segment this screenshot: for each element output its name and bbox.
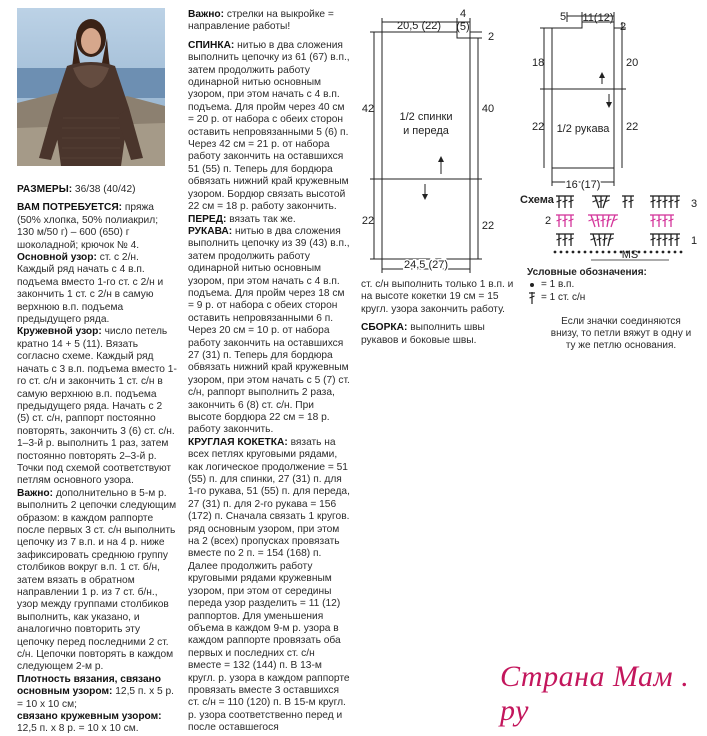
paragraph-heading: Важно:: [17, 487, 54, 499]
dc-symbol: [556, 234, 562, 246]
chain-dot: [668, 251, 671, 254]
sleeve-left-lower: 22: [532, 121, 545, 133]
text-column-3: [361, 279, 521, 347]
chain-dot: [572, 251, 575, 254]
dc-symbol: [662, 215, 668, 227]
paragraph-text: дополнительно в 5-м р. выполнить 2 цепочки следующим образом: в каждом раппорте после первых 3 ст. с/н выполнить цепочку из 7 в.п. и на 4 р. ниже зафиксировать среднюю группу столбиков вокруг в.п. 1 ст. б/н, затем вязать в обратном направлении 1 р. из 7 ст. б/н., узор между группами столбиков выполнить, как указано, и аналогично повторить эту цепочку перед последними 2 ст. с/н. Цепочки повторять в каждом следующем 2-м р.: [17, 487, 177, 673]
schema-note: Если значки соединяются внизу, то петли вяжут в одну и ту же петлю основания.: [550, 316, 692, 351]
back-shoulder-step-bottom: (5): [456, 21, 470, 33]
dc-symbol: [608, 234, 614, 246]
dc-symbol: [650, 196, 656, 208]
dc-symbol: [556, 215, 562, 227]
paragraph: [188, 9, 350, 34]
legend-title: Условные обозначения:: [527, 267, 647, 278]
paragraph-text: вязать на всех петлях круговыми рядами, как логическое продолжение = 51 (55) п. для спинки, 27 (31) п. для 1-го рукава, 51 (55) п. для переда, 27 (31) п. для 2-го рукава = 156 (172) п. Сначала связать 1 кругов. ряд основным узором, при этом на 2 (всех) пропусках провязать вместе по 2 п. = 154 (168) п. Далее продолжить работу круговыми рядами кружевным узором, при этом от середины переда узор разделить = 11 (12) раппортов. Для уменьшения объема в каждом 9-м р. узора в каждом раппорте провязать оба первых и последних ст. с/н вместе = 132 (144) п. В 13-м кругл. р. узора в каждом раппорте провязать вместе 3 оставшихся ст. с/н = 110 (120) п. В 15-м кругл. р. узора соответственно перед и после оставшегося: [188, 436, 350, 734]
dc-symbol: [568, 196, 574, 208]
dc-symbol: [674, 196, 680, 208]
back-top-width: 20,5 (22): [396, 20, 442, 32]
sleeve-top-width: 11(12): [582, 12, 614, 24]
paragraph: [188, 226, 350, 437]
chain-dot: [578, 251, 581, 254]
paragraph-heading: ВАМ ПОТРЕБУЕТСЯ:: [17, 202, 123, 214]
dc-symbol: [650, 234, 656, 246]
paragraph-text: 12,5 п. х 8 р. = 10 х 10 см.: [17, 723, 139, 735]
paragraph-text: 12,5 п. х 5 р. = 10 х 10 см;: [17, 686, 175, 710]
paragraph-heading: РАЗМЕРЫ:: [17, 184, 73, 195]
paragraph: [188, 214, 350, 226]
paragraph: [17, 326, 177, 487]
paragraph: [188, 437, 350, 735]
chain-dot: [662, 251, 665, 254]
paragraph: [17, 202, 177, 252]
paragraph-text: вязать так же.: [226, 213, 296, 225]
paragraph-text: нитью в два сложения выполнить цепочку из 61 (67) в.п., затем продолжить работу одинарной нитью основным узором, при этом начать с 4 в.п. подъема. Для пройм через 40 см = 20 р. от набора с обеих сторон оставить непровязанными 5 (6) п. Через 42 см = 21 р. от набора работу закончить на оставшихся 51 (55) п. Теперь для бордюра обвязать нижний край кружевным узором. Бордюр связать высотой 22 см = 18 р. работу закончить.: [188, 39, 350, 213]
back-shoulder-step-top: 4: [459, 8, 467, 20]
legend-item-chain: = 1 в.п.: [541, 279, 575, 290]
paragraph-text: пряжа (50% хлопка, 50% полиакрил; 130 м/50 г) – 600 (650) г шоколадной; крючок № 4.: [17, 202, 159, 251]
dc-symbol: [596, 234, 602, 246]
schema-row-2: 2: [545, 215, 552, 227]
dc-symbol: [600, 215, 606, 227]
back-right-height-upper: 40: [481, 103, 495, 115]
paragraph-text: ст. с 2/н. Каждый ряд начать с 4 в.п. подъема вместо 1-го ст. с 2/н и закончить 1 ст. с 2/н в самую верхнюю в.п. подъема предыдущего ряда.: [17, 252, 164, 326]
paragraph-text: 36/38 (40/42): [72, 184, 136, 195]
chain-dot: [608, 251, 611, 254]
sleeve-shoulder-height: 2: [620, 21, 627, 33]
dc-symbol: [650, 215, 656, 227]
dc-symbol: [603, 196, 610, 208]
sleeve-bottom-width: 16 (17): [565, 179, 601, 191]
dc-symbol: [568, 215, 574, 227]
paragraph-heading: СПИНКА:: [188, 39, 235, 51]
schema-ms: MS: [621, 249, 639, 261]
dc-symbol: [556, 196, 562, 208]
dc-symbol: [592, 196, 599, 208]
back-right-height-lower: 22: [481, 220, 495, 232]
dc-symbol: [588, 215, 595, 227]
paragraph: [17, 674, 177, 711]
dc-symbol: [668, 234, 674, 246]
chain-dot: [602, 251, 605, 254]
text-column-1: [17, 184, 177, 736]
back-label-line1: 1/2 спинки: [399, 111, 453, 123]
paragraph-text: выполнить швы рукавов и боковые швы.: [361, 322, 485, 346]
paragraph: [17, 488, 177, 674]
dc-symbol: [656, 196, 662, 208]
dc-symbol: [590, 234, 596, 246]
dc-symbol: [628, 196, 634, 208]
crochet-schema: [515, 190, 705, 264]
paragraph-heading: Кружевной узор:: [17, 326, 102, 338]
text-column-2: [188, 9, 350, 735]
dc-symbol: [562, 234, 568, 246]
watermark: Страна Мам . ру: [500, 660, 690, 727]
chain-dot: [554, 251, 557, 254]
paragraph: [361, 322, 521, 347]
chain-dot: [560, 251, 563, 254]
double-crochet-icon: [527, 291, 537, 305]
paragraph: [361, 279, 521, 316]
paragraph-text: ст. с/н выполнить только 1 в.п. и на высоте кокетки 19 см = 15 кругл. узора закончить работу.: [361, 279, 514, 315]
sleeve-top-step: 5: [560, 11, 567, 23]
chain-dot: [614, 251, 617, 254]
paragraph-text: стрелки на выкройке = направление работы!: [188, 9, 334, 33]
paragraph-heading: КРУГЛАЯ КОКЕТКА:: [188, 436, 288, 448]
paragraph-text: нитью в два сложения выполнить цепочку из 39 (43) в.п., затем продолжить работу одинарной нитью основным узором, при этом начать с 4 в.п. подъема. Для пройм через 18 см = 9 р. от набора с обеих сторон оставить непровязанными 6 п. Через 20 см = 10 р. от набора работу закончить на оставшихся 27 (31) п. Теперь для бордюра обвязать нижний край кружевным узором, при этом начать с 5 (7) ст. с/н, раппорт выполнить 2 раза, закончить 6 (8) ст. с/н. При высоте бордюра 22 см = 18 р. работу закончить.: [188, 225, 350, 436]
chain-dot: [650, 251, 653, 254]
chain-dot: [680, 251, 683, 254]
paragraph-heading: РУКАВА:: [188, 225, 233, 237]
dc-symbol: [622, 196, 628, 208]
paragraph-heading: СБОРКА:: [361, 322, 408, 334]
back-left-height-upper: 42: [361, 103, 375, 115]
schema-row-1: 1: [691, 235, 698, 247]
dc-symbol: [674, 234, 680, 246]
chain-dot: [590, 251, 593, 254]
paragraph: [188, 40, 350, 214]
dc-symbol: [602, 234, 608, 246]
dc-symbol: [662, 196, 668, 208]
chain-dot: [566, 251, 569, 254]
legend: [527, 267, 697, 305]
chain-dot: [644, 251, 647, 254]
back-label-line2: и переда: [403, 125, 449, 137]
back-bottom-width: 24,5 (27): [403, 259, 449, 271]
paragraph-text: число петель кратно 14 + 5 (11). Вязать согласно схеме. Каждый ряд начать с 3 в.п. подъема вместо 1-го ст. с/н и закончить 1 ст. с/н в самую верхнюю в.п. подъема предыдущего ряда. Начать с 2 (5) ст. с/н, раппорт постоянно повторять, закончить 3 (6) ст. с/н. 1–3-й р. выполнить 1 раз, затем постоянно повторять 2–3-й р. Точки под схемой соответствуют петлям основного узора.: [17, 326, 177, 487]
dc-symbol: [668, 196, 674, 208]
schema-title: Схема: [520, 194, 554, 206]
paragraph-heading: Основной узор:: [17, 252, 97, 264]
chain-dot: [584, 251, 587, 254]
dc-symbol: [562, 215, 568, 227]
chain-dot: [674, 251, 677, 254]
chain-stitch-icon: [527, 280, 537, 290]
paragraph-heading: связано кружевным узором:: [17, 711, 162, 723]
dc-symbol: [568, 234, 574, 246]
back-shoulder-height: 2: [488, 31, 495, 43]
schema-row-3: 3: [691, 198, 698, 210]
legend-item-dc: = 1 ст. с/н: [541, 292, 586, 303]
back-left-height-lower: 22: [361, 215, 375, 227]
dc-symbol: [662, 234, 668, 246]
sleeve-left-upper: 18: [532, 57, 545, 69]
dc-symbol: [668, 215, 674, 227]
paragraph-heading: Важно:: [188, 9, 225, 20]
sleeve-pattern-diagram: [532, 8, 652, 198]
chain-dot: [656, 251, 659, 254]
back-front-pattern-diagram: [355, 8, 505, 278]
sleeve-right-upper: 20: [626, 57, 639, 69]
paragraph-heading: Плотность вязания, связано основным узором:: [17, 673, 162, 698]
dc-symbol: [656, 215, 662, 227]
paragraph: [17, 252, 177, 326]
dc-symbol: [562, 196, 568, 208]
schema-stitch-marks: [554, 196, 683, 253]
sleeve-label: 1/2 рукава: [556, 123, 610, 135]
paragraph-heading: ПЕРЕД:: [188, 213, 227, 225]
sleeve-right-lower: 22: [626, 121, 639, 133]
paragraph: [17, 711, 177, 736]
chain-dot: [596, 251, 599, 254]
dc-symbol: [611, 215, 618, 227]
model-photo: [17, 8, 165, 166]
paragraph: [17, 184, 177, 196]
dc-symbol: [656, 234, 662, 246]
